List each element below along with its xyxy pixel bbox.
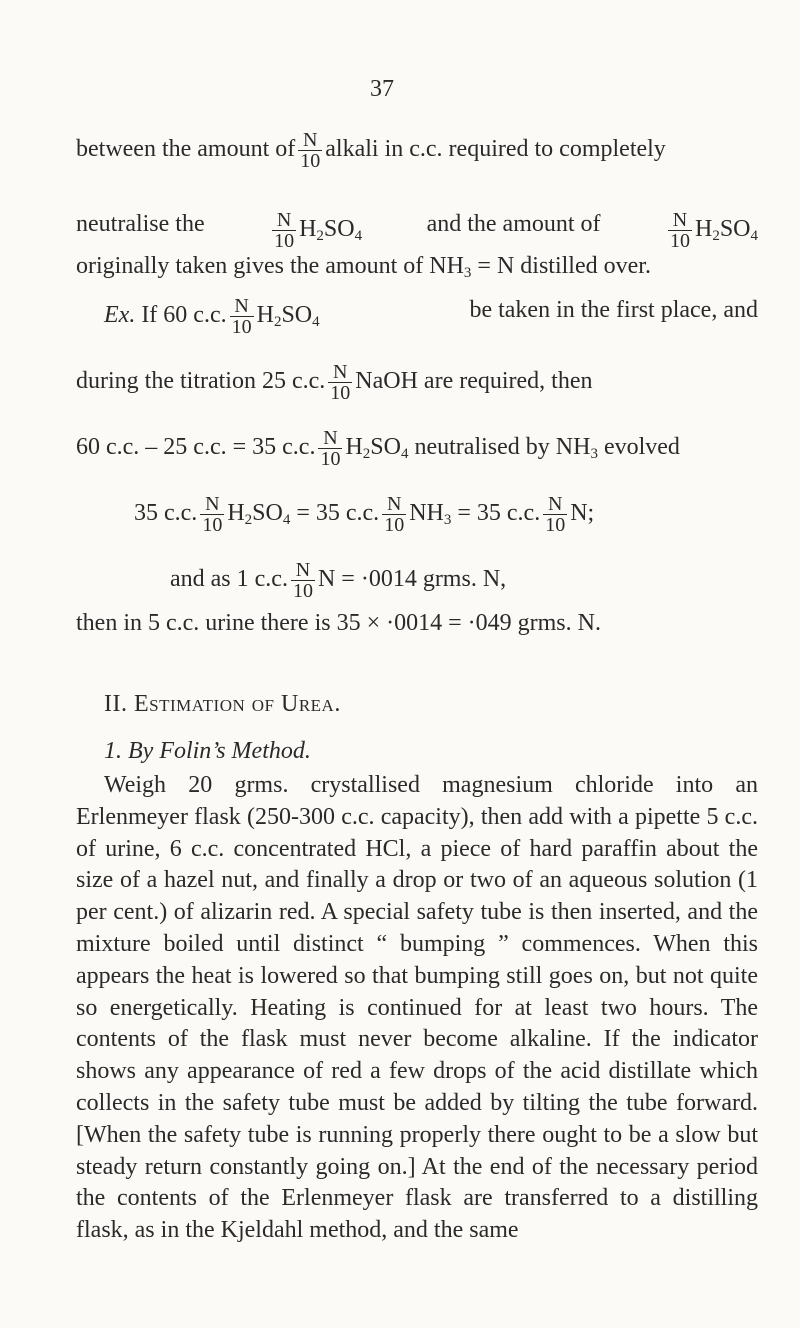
- calc-line-8: and as 1 c.c. $\frac{N}{10}$ N = ·0014 grms. N,: [170, 559, 507, 602]
- calc-line-6: 60 c.c. – 25 c.c. = 35 c.c. $\frac{N}{10}$ $H_2SO_4$ neutralised by $NH_3$ evolved: [76, 427, 680, 470]
- calc-line-1: between the amount of $\frac{N}{10}$ alkali in c.c. required to completely: [76, 129, 666, 172]
- section-heading: II. Estimation of Urea.: [104, 691, 341, 717]
- calc-line-3: originally taken gives the amount of $NH_3 = N$ distilled over.: [76, 253, 651, 281]
- calc-line-5: during the titration 25 c.c. $\frac{N}{10}$ NaOH are required, then: [76, 361, 593, 404]
- page-number: 37: [370, 76, 394, 102]
- method-subheading: 1. By Folin’s Method.: [104, 738, 311, 764]
- calc-line-2: neutralise the $\frac{N}{10}$ $H_2SO_4$ and the amount of $\frac{N}{10}$ $H_2SO_4$: [76, 209, 758, 252]
- example-line: Ex. If 60 c.c. $\frac{N}{10}$ $H_2SO_4$ be taken in the first place, and: [104, 295, 758, 338]
- calc-line-9: then in 5 c.c. urine there is 35 × ·0014 = ·049 grms. N.: [76, 610, 601, 636]
- method-paragraph: Weigh 20 grms. crystallised magnesium chloride into an Erlenmeyer flask (250-300 c.c. capacity), then add with a pipette 5 c.c. of urine, 6 c.c. concentrated HCl, a piece of hard paraffin about the size of a hazel nut, and finally a drop or two of an aqueous solution (1 per cent.) of alizarin red. A special safety tube is then inserted, and the mixture boiled until distinct “ bumping ” commences. When this appears the heat is lowered so that bumping still goes on, but not quite so energetically. Heating is continued for at least two hours. The contents of the flask must never become alkaline. If the indicator shows any appearance of red a few drops of the acid distillate which collects in the safety tube must be added by tilting the tube forward. [When the safety tube is running properly there ought to be a slow but steady return constantly going on.] At the end of the necessary period the contents of the Erlenmeyer flask are transferred to a distilling flask, as in the Kjeldahl method, and the same: [76, 772, 758, 1244]
- calc-line-7: 35 c.c. $\frac{N}{10}$ $H_2SO_4 = 35$ c.c. $\frac{N}{10}$ $NH_3 = 35$ c.c. $\frac{N}{10}$ N;: [134, 493, 595, 536]
- fraction-n-10: $\frac{N}{10}$: [300, 129, 321, 172]
